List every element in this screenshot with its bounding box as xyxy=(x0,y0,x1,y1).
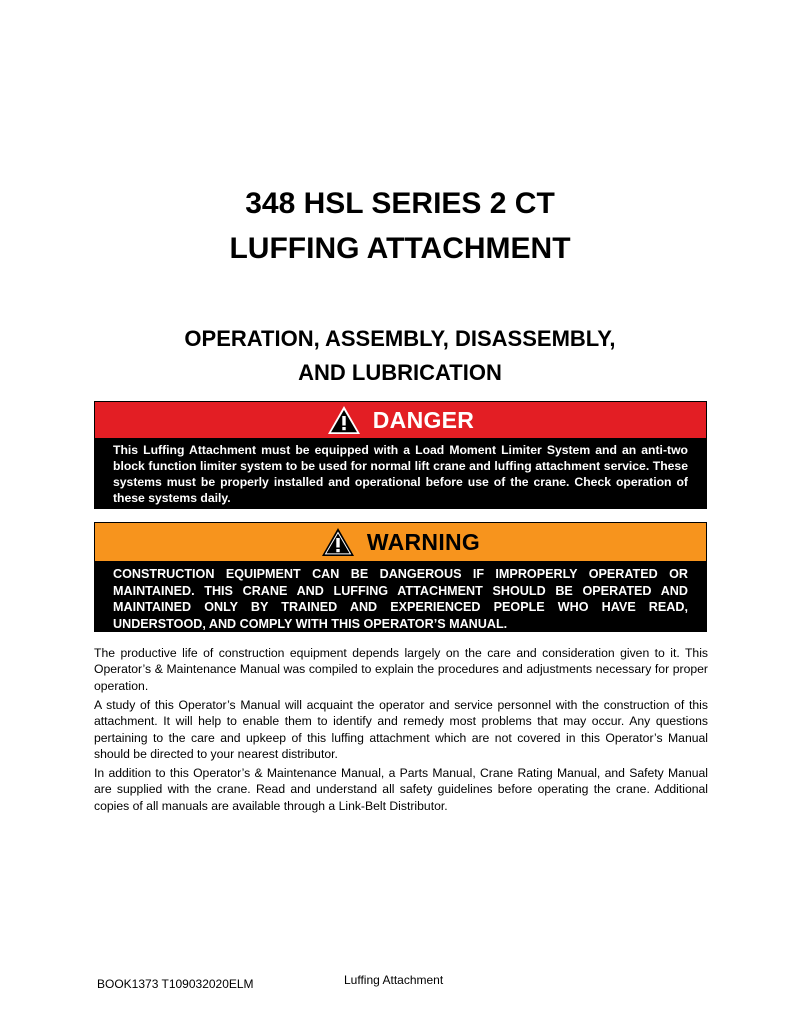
document-subtitle-line-2: AND LUBRICATION xyxy=(298,360,502,385)
danger-header xyxy=(95,402,706,438)
footer-book-code: BOOK1373 T109032020ELM xyxy=(97,977,254,991)
document-subtitle-line-1: OPERATION, ASSEMBLY, DISASSEMBLY, xyxy=(184,326,616,351)
footer-section-name: Luffing Attachment xyxy=(344,973,444,987)
body-paragraph-3: In addition to this Operator’s & Maintenance Manual, a Parts Manual, Crane Rating Manual, and Safety Manual are supplied with the crane. Read and understand all safety guidelines before operating the crane. Additional copies of all manuals are available through a Link-Belt Distributor. xyxy=(94,766,708,813)
danger-label: DANGER xyxy=(372,406,475,433)
body-paragraph-2: A study of this Operator’s Manual will acquaint the operator and service personnel with the construction of this attachment. It will help to enable them to identify and remedy most problems that may occur. Any questions pertaining to the care and upkeep of this luffing attachment which are not covered in this Operator’s Manual should be directed to your nearest distributor. xyxy=(94,698,708,761)
warning-notice xyxy=(94,522,707,632)
document-title-line-1: 348 HSL SERIES 2 CT xyxy=(245,187,555,220)
danger-notice xyxy=(94,401,707,509)
warning-label: WARNING xyxy=(366,528,481,555)
warning-header xyxy=(95,523,706,561)
body-paragraph-1: The productive life of construction equipment depends largely on the care and consideration given to it. This Operator’s & Maintenance Manual was compiled to explain the procedures and adjustments necessary for proper operation. xyxy=(94,646,708,693)
danger-text: This Luffing Attachment must be equipped with a Load Moment Limiter System and an anti-two block function limiter system to be used for normal lift crane and luffing attachment service. These systems must be properly installed and operational before use of the crane. Check operation of these systems daily. xyxy=(113,443,688,505)
warning-text: CONSTRUCTION EQUIPMENT CAN BE DANGEROUS IF IMPROPERLY OPERATED OR MAINTAINED. THIS CRANE AND LUFFING ATTACHMENT SHOULD BE OPERATED AND MAINTAINED ONLY BY TRAINED AND EXPERIENCED PEOPLE WHO HAVE READ, UNDERSTOOD, AND COMPLY WITH THIS OPERATOR’S MANUAL. xyxy=(113,567,688,631)
warning-triangle-icon xyxy=(321,527,355,557)
document-title-line-2: LUFFING ATTACHMENT xyxy=(229,232,571,265)
warning-triangle-icon xyxy=(327,405,361,435)
